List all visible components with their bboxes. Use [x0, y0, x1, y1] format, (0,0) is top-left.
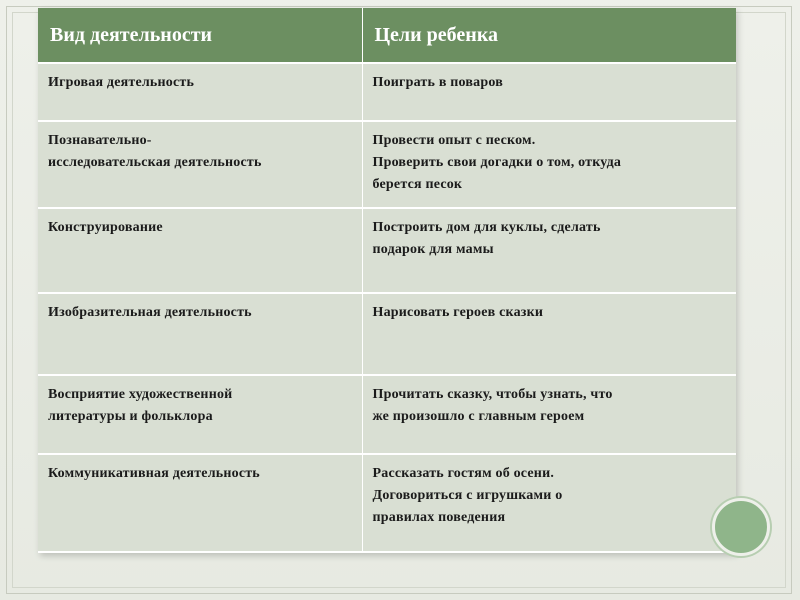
- goal-text: Прочитать сказку, чтобы узнать, что: [372, 387, 613, 402]
- table-header-row: [38, 8, 736, 63]
- goal-text: Построить дом для куклы, сделать: [372, 220, 601, 235]
- goal-text: же произошло с главным героем: [372, 409, 585, 424]
- activity-text: Игровая деятельность: [48, 75, 195, 90]
- activity-cell: [38, 293, 362, 375]
- table-row: [38, 121, 736, 208]
- header-child-goals: Цели ребенка: [362, 8, 736, 63]
- table-row: [38, 63, 736, 121]
- goal-text: Провести опыт с песком.: [372, 133, 536, 148]
- header-activity-type: Вид деятельности: [38, 8, 362, 63]
- goal-cell: [362, 208, 736, 293]
- decorative-circle: [712, 498, 770, 556]
- activity-text: литературы и фольклора: [48, 409, 213, 424]
- activity-cell: [38, 454, 362, 552]
- goal-text: Поиграть в поваров: [372, 75, 503, 90]
- activity-cell: [38, 208, 362, 293]
- goal-text: правилах поведения: [372, 510, 506, 525]
- activity-cell: [38, 63, 362, 121]
- goal-text: Нарисовать героев сказки: [372, 305, 544, 320]
- activities-table: [38, 8, 736, 553]
- activity-cell: [38, 121, 362, 208]
- table-row: [38, 293, 736, 375]
- goal-text: подарок для мамы: [372, 242, 494, 257]
- table-row: [38, 208, 736, 293]
- activity-cell: [38, 375, 362, 454]
- table-row: [38, 375, 736, 454]
- activity-text: Конструирование: [48, 220, 163, 235]
- goal-text: Рассказать гостям об осени.: [372, 466, 555, 481]
- activity-text: Коммуникативная деятельность: [48, 466, 260, 481]
- goal-cell: [362, 63, 736, 121]
- activity-text: исследовательская деятельность: [48, 155, 262, 170]
- goal-text: берется песок: [372, 177, 463, 192]
- goal-cell: [362, 121, 736, 208]
- goal-cell: [362, 293, 736, 375]
- activity-text: Познавательно-: [48, 133, 152, 148]
- goal-cell: [362, 454, 736, 552]
- goal-text: Проверить свои догадки о том, откуда: [372, 155, 622, 170]
- goal-text: Договориться с игрушками о: [372, 488, 563, 503]
- goal-cell: [362, 375, 736, 454]
- activity-text: Восприятие художественной: [48, 387, 233, 402]
- table-row: [38, 454, 736, 552]
- activity-text: Изобразительная деятельность: [48, 305, 252, 320]
